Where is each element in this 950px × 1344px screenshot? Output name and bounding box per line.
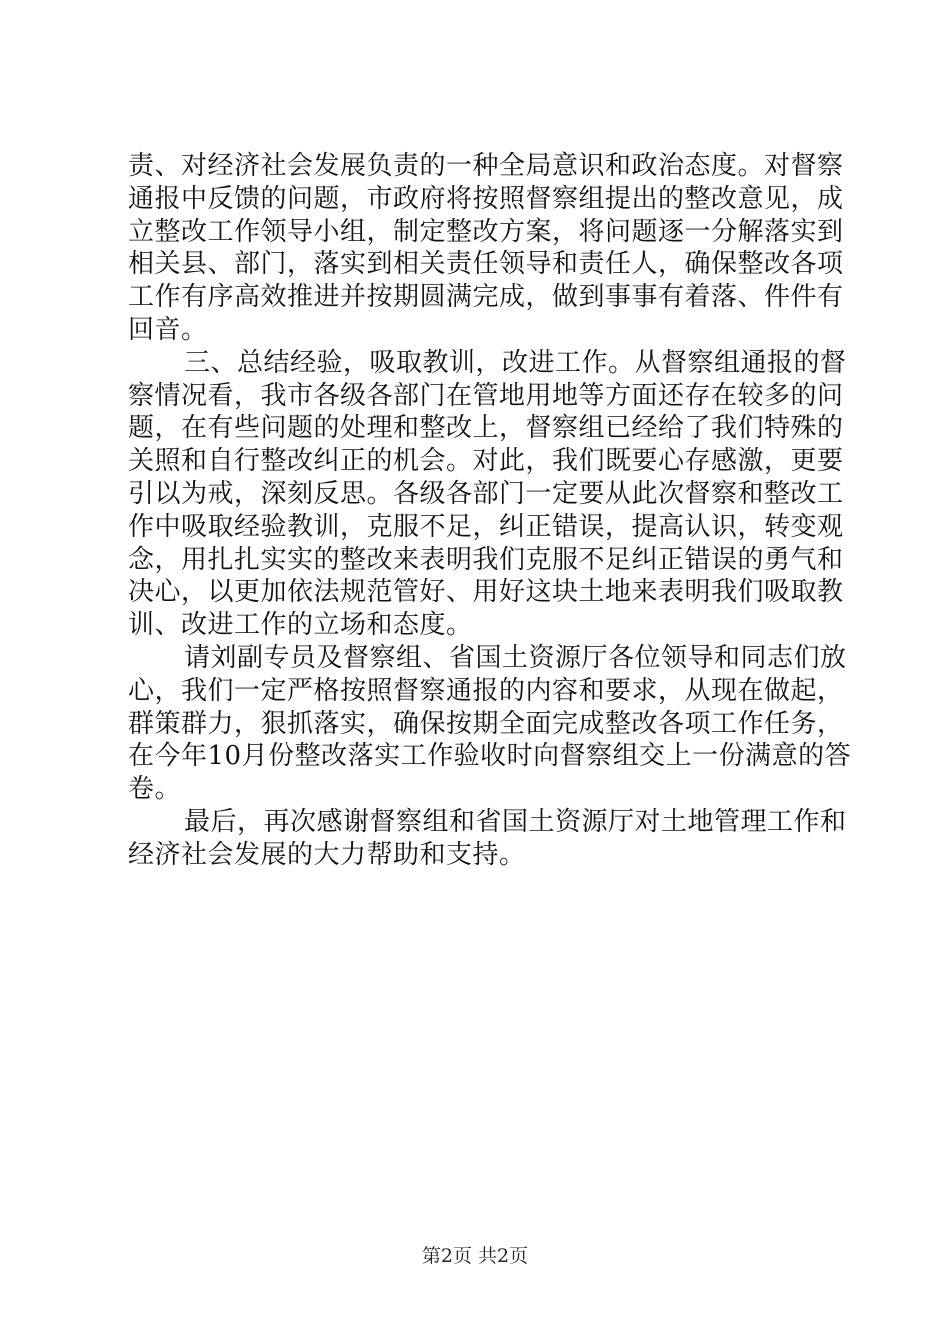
text-line: 三、总结经验，吸取教训，改进工作。从督察组通报的督 — [184, 347, 847, 378]
text-line: 经济社会发展的大力帮助和支持。 — [128, 839, 526, 870]
text-line: 决心，以更加依法规范管好、用好这块土地来表明我们吸取教 — [128, 577, 844, 608]
text-line: 立整改工作领导小组，制定整改方案，将问题逐一分解落实到 — [128, 216, 844, 247]
text-line: 卷。 — [128, 774, 182, 805]
text-line: 最后，再次感谢督察组和省国土资源厅对土地管理工作和 — [184, 806, 847, 837]
text-line: 通报中反馈的问题，市政府将按照督察组提出的整改意见，成 — [128, 183, 844, 214]
text-line: 训、改进工作的立场和态度。 — [128, 610, 473, 641]
text-line: 群策群力，狠抓落实，确保按期全面完成整改各项工作任务， — [128, 708, 844, 739]
text-line: 工作有序高效推进并按期圆满完成，做到事事有着落、件件有 — [128, 282, 844, 313]
text-line: 相关县、部门，落实到相关责任领导和责任人，确保整改各项 — [128, 249, 844, 280]
text-line: 在今年10月份整改落实工作验收时向督察组交上一份满意的答 — [128, 741, 852, 772]
paragraph-1 — [128, 150, 844, 347]
text-line: 作中吸取经验教训，克服不足，纠正错误，提高认识，转变观 — [128, 511, 844, 542]
text-line: 题，在有些问题的处理和整改上，督察组已经给了我们特殊的 — [128, 413, 844, 444]
paragraph-4 — [128, 806, 847, 872]
paragraph-2 — [128, 347, 847, 642]
paragraph-3 — [128, 642, 852, 806]
text-line: 请刘副专员及督察组、省国土资源厅各位领导和同志们放 — [184, 642, 847, 673]
document-body — [128, 150, 852, 872]
page-footer: 第2页 共2页 — [421, 1245, 529, 1267]
text-line: 引以为戒，深刻反思。各级各部门一定要从此次督察和整改工 — [128, 478, 844, 509]
text-line: 回音。 — [128, 314, 208, 345]
text-line: 关照和自行整改纠正的机会。对此，我们既要心存感激，更要 — [128, 446, 844, 477]
text-line: 责、对经济社会发展负责的一种全局意识和政治态度。对督察 — [128, 151, 844, 181]
text-line: 心，我们一定严格按照督察通报的内容和要求，从现在做起， — [128, 675, 844, 706]
text-line: 念，用扎扎实实的整改来表明我们克服不足纠正错误的勇气和 — [128, 544, 844, 575]
text-line: 察情况看，我市各级各部门在管地用地等方面还存在较多的问 — [128, 380, 844, 411]
